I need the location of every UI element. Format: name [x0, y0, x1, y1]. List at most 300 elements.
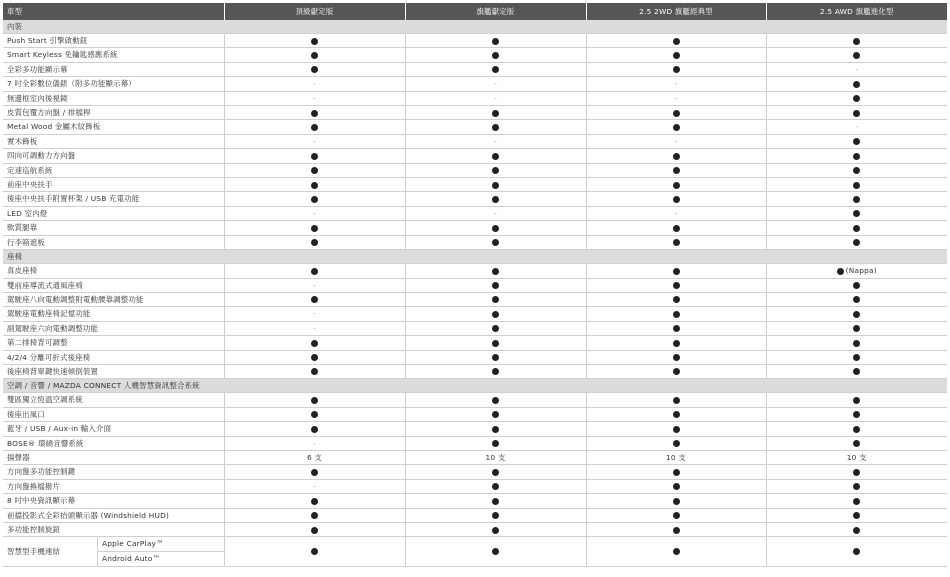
not-available-dash: - — [313, 136, 316, 146]
trim-cell — [586, 91, 766, 105]
header-trim-2: 旗艦獻定版 — [405, 3, 586, 20]
feature-label: 7 吋全彩數位儀錶（附多功能顯示幕） — [3, 77, 224, 91]
trim-cell — [224, 106, 405, 120]
feature-dot-icon — [853, 81, 860, 88]
feature-dot-icon — [492, 38, 499, 45]
feature-dot-icon — [853, 95, 860, 102]
trim-cell — [405, 436, 586, 450]
trim-cell — [766, 321, 947, 335]
feature-dot-icon — [492, 124, 499, 131]
feature-dot-icon — [673, 124, 680, 131]
trim-cell — [766, 278, 947, 292]
feature-dot-icon — [853, 196, 860, 203]
section-header-row — [3, 20, 947, 34]
feature-label: 方向盤多功能控制鍵 — [3, 465, 224, 479]
trim-cell — [766, 465, 947, 479]
trim-cell — [405, 149, 586, 163]
trim-cell — [766, 407, 947, 421]
trim-cell — [586, 235, 766, 249]
trim-cell — [224, 393, 405, 407]
feature-dot-icon — [492, 268, 499, 275]
table-row — [3, 494, 947, 508]
feature-label: 後座出風口 — [3, 407, 224, 421]
table-body — [3, 20, 947, 567]
table-row — [3, 120, 947, 134]
table-row — [3, 292, 947, 306]
feature-label: 雙前座導流式通風座椅 — [3, 278, 224, 292]
feature-dot-icon — [853, 426, 860, 433]
feature-label: Smart Keyless 免鑰匙感應系統 — [3, 48, 224, 62]
trim-cell — [224, 178, 405, 192]
not-available-dash: - — [674, 93, 678, 103]
trim-cell — [224, 350, 405, 364]
feature-dot-icon — [673, 440, 680, 447]
feature-label: 真皮座椅 — [3, 264, 224, 278]
feature-dot-icon — [853, 548, 860, 555]
table-row — [3, 479, 947, 493]
feature-dot-icon — [311, 167, 318, 174]
not-available-dash: - — [313, 280, 316, 290]
trim-cell — [405, 508, 586, 522]
trim-cell — [586, 221, 766, 235]
feature-label: 8 吋中央資訊顯示幕 — [3, 494, 224, 508]
feature-dot-icon — [673, 469, 680, 476]
trim-cell — [586, 307, 766, 321]
trim-cell — [405, 479, 586, 493]
trim-cell — [224, 450, 405, 464]
trim-cell — [766, 494, 947, 508]
trim-cell — [405, 278, 586, 292]
trim-cell — [224, 537, 405, 567]
feature-dot-icon — [853, 167, 860, 174]
feature-dot-icon — [673, 512, 680, 519]
feature-dot-icon — [311, 368, 318, 375]
feature-dot-icon — [853, 411, 860, 418]
trim-cell — [405, 134, 586, 148]
trim-cell — [766, 350, 947, 364]
feature-dot-icon — [311, 469, 318, 476]
feature-dot-icon — [853, 340, 860, 347]
section-header-row — [3, 379, 947, 393]
feature-dot-icon — [853, 153, 860, 160]
trim-cell — [224, 465, 405, 479]
trim-cell — [766, 106, 947, 120]
trim-cell — [766, 134, 947, 148]
header-model: 車型 — [3, 3, 224, 20]
table-row — [3, 407, 947, 421]
trim-cell — [766, 307, 947, 321]
trim-cell — [766, 235, 947, 249]
feature-dot-icon — [673, 498, 680, 505]
trim-cell — [586, 292, 766, 306]
feature-dot-icon — [853, 239, 860, 246]
feature-label: 駕駛座電動座椅記憶功能 — [3, 307, 224, 321]
feature-label: 雙區獨立恆溫空調系統 — [3, 393, 224, 407]
table-row — [3, 508, 947, 522]
table-row — [3, 350, 947, 364]
trim-cell — [224, 436, 405, 450]
feature-label: 方向盤換檔撥片 — [3, 479, 224, 493]
feature-dot-icon — [311, 426, 318, 433]
feature-dot-icon — [853, 325, 860, 332]
trim-cell — [766, 77, 947, 91]
table-row — [3, 436, 947, 450]
feature-dot-icon — [492, 182, 499, 189]
trim-cell — [224, 422, 405, 436]
not-available-dash: - — [313, 93, 316, 103]
feature-dot-icon — [853, 512, 860, 519]
trim-cell — [766, 34, 947, 48]
feature-label: 實木飾板 — [3, 134, 224, 148]
feature-dot-icon — [492, 354, 499, 361]
feature-dot-icon — [673, 325, 680, 332]
trim-cell — [766, 178, 947, 192]
feature-label: 無邊框室內後視鏡 — [3, 91, 224, 105]
feature-dot-icon — [492, 52, 499, 59]
trim-cell — [224, 307, 405, 321]
trim-cell — [224, 91, 405, 105]
trim-cell — [586, 508, 766, 522]
not-available-dash: - — [674, 79, 678, 89]
feature-dot-icon — [492, 368, 499, 375]
feature-label: 多功能控制旋鈕 — [3, 523, 224, 537]
trim-cell — [224, 508, 405, 522]
header-trim-4: 2.5 AWD 旗艦進化型 — [766, 3, 947, 20]
trim-cell — [586, 134, 766, 148]
trim-cell — [586, 494, 766, 508]
feature-dot-icon — [492, 167, 499, 174]
trim-cell — [224, 292, 405, 306]
trim-cell — [766, 163, 947, 177]
table-row — [3, 91, 947, 105]
phone-link-label: 智慧型手機連結 — [3, 537, 98, 566]
cell-value: 10 支 — [485, 452, 506, 462]
feature-dot-icon — [673, 153, 680, 160]
trim-cell — [405, 163, 586, 177]
feature-dot-icon — [837, 268, 844, 275]
feature-dot-icon — [311, 225, 318, 232]
trim-cell — [766, 221, 947, 235]
not-available-dash: - — [313, 438, 316, 448]
feature-dot-icon — [853, 182, 860, 189]
feature-dot-icon — [311, 182, 318, 189]
table-row — [3, 77, 947, 91]
not-available-dash: - — [494, 93, 497, 103]
feature-dot-icon — [853, 282, 860, 289]
header-trim-3: 2.5 2WD 旗艦經典型 — [586, 3, 766, 20]
trim-cell — [586, 321, 766, 335]
apple-carplay-label: Apple CarPlay™ — [98, 537, 224, 552]
trim-cell — [586, 465, 766, 479]
feature-label: 第二排椅背可調整 — [3, 336, 224, 350]
trim-cell — [405, 62, 586, 76]
feature-label: Metal Wood 金屬木紋飾板 — [3, 120, 224, 134]
feature-dot-icon — [311, 340, 318, 347]
feature-label: 全彩多功能顯示幕 — [3, 62, 224, 76]
android-auto-label: Android Auto™ — [102, 554, 161, 564]
section-title: 空調 / 音響 / MAZDA CONNECT 人機智慧資訊整合系統 — [3, 379, 947, 393]
spec-table — [3, 3, 947, 567]
feature-dot-icon — [673, 311, 680, 318]
feature-dot-icon — [673, 548, 680, 555]
feature-dot-icon — [853, 210, 860, 217]
trim-cell — [224, 48, 405, 62]
feature-dot-icon — [311, 124, 318, 131]
table-row — [3, 134, 947, 148]
trim-cell — [586, 34, 766, 48]
feature-dot-icon — [492, 397, 499, 404]
trim-cell — [586, 422, 766, 436]
trim-cell — [405, 206, 586, 220]
feature-dot-icon — [673, 397, 680, 404]
trim-cell — [586, 77, 766, 91]
feature-label: 軟質腿靠 — [3, 221, 224, 235]
feature-dot-icon — [673, 411, 680, 418]
trim-cell — [405, 321, 586, 335]
trim-cell — [224, 206, 405, 220]
feature-label: 前擋投影式全彩抬頭顯示器 (Windshield HUD) — [3, 508, 224, 522]
feature-dot-icon — [311, 239, 318, 246]
feature-label: BOSE® 環繞音響系統 — [3, 436, 224, 450]
feature-label: Push Start 引擎啟動鈕 — [3, 34, 224, 48]
feature-dot-icon — [492, 196, 499, 203]
trim-cell — [586, 450, 766, 464]
trim-cell — [224, 163, 405, 177]
not-available-dash: - — [313, 79, 316, 89]
trim-cell — [405, 450, 586, 464]
feature-dot-icon — [311, 196, 318, 203]
feature-dot-icon — [673, 282, 680, 289]
trim-cell — [766, 393, 947, 407]
table-row — [3, 393, 947, 407]
table-header-row — [3, 3, 947, 20]
trim-cell — [405, 264, 586, 278]
spec-table-wrapper — [3, 3, 947, 567]
feature-dot-icon — [853, 397, 860, 404]
trim-cell — [586, 62, 766, 76]
table-row — [3, 106, 947, 120]
feature-dot-icon — [492, 311, 499, 318]
trim-cell — [405, 465, 586, 479]
table-row — [3, 321, 947, 335]
trim-cell — [586, 336, 766, 350]
trim-cell — [766, 508, 947, 522]
trim-cell — [586, 479, 766, 493]
trim-cell — [586, 407, 766, 421]
header-trim-1: 頂級獻定版 — [224, 3, 405, 20]
table-row — [3, 264, 947, 278]
trim-cell — [405, 407, 586, 421]
cell-value: 10 支 — [666, 452, 686, 462]
trim-cell — [405, 537, 586, 567]
feature-dot-icon — [311, 296, 318, 303]
feature-dot-icon — [673, 52, 680, 59]
table-row — [3, 221, 947, 235]
feature-dot-icon — [673, 268, 680, 275]
feature-label: 副駕駛座六向電動調整功能 — [3, 321, 224, 335]
feature-dot-icon — [492, 512, 499, 519]
trim-cell — [586, 178, 766, 192]
trim-cell — [405, 364, 586, 378]
trim-cell — [405, 106, 586, 120]
feature-dot-icon — [853, 52, 860, 59]
feature-dot-icon — [853, 469, 860, 476]
trim-cell — [405, 178, 586, 192]
trim-cell — [766, 62, 947, 76]
feature-dot-icon — [311, 268, 318, 275]
trim-cell — [405, 34, 586, 48]
feature-dot-icon — [853, 296, 860, 303]
feature-dot-icon — [311, 110, 318, 117]
trim-cell — [405, 48, 586, 62]
feature-dot-icon — [853, 527, 860, 534]
table-row — [3, 364, 947, 378]
feature-dot-icon — [673, 38, 680, 45]
trim-cell — [586, 364, 766, 378]
feature-dot-icon — [492, 110, 499, 117]
trim-cell — [766, 206, 947, 220]
not-available-dash: - — [855, 122, 859, 132]
table-row — [3, 178, 947, 192]
trim-cell — [405, 192, 586, 206]
table-row — [3, 206, 947, 220]
trim-cell — [766, 364, 947, 378]
feature-label: 後座椅背單鍵快速傾倒裝置 — [3, 364, 224, 378]
feature-dot-icon — [853, 110, 860, 117]
table-row — [3, 235, 947, 249]
feature-dot-icon — [853, 138, 860, 145]
cell-value: 10 支 — [846, 452, 867, 462]
feature-label: 皮質包覆方向盤 / 排檔桿 — [3, 106, 224, 120]
feature-label: 行李箱遮板 — [3, 235, 224, 249]
trim-cell — [586, 120, 766, 134]
trim-cell — [766, 436, 947, 450]
trim-cell — [766, 192, 947, 206]
table-row — [3, 163, 947, 177]
trim-cell — [224, 364, 405, 378]
trim-cell — [405, 523, 586, 537]
trim-cell — [224, 235, 405, 249]
trim-cell — [766, 523, 947, 537]
table-row — [3, 34, 947, 48]
trim-cell — [224, 221, 405, 235]
cell-value: 6 支 — [306, 452, 323, 462]
feature-dot-icon — [492, 440, 499, 447]
trim-cell — [405, 393, 586, 407]
trim-cell — [586, 106, 766, 120]
trim-cell — [766, 537, 947, 567]
feature-label: 4/2/4 分離可折式後座椅 — [3, 350, 224, 364]
feature-dot-icon — [311, 66, 318, 73]
trim-cell — [405, 77, 586, 91]
feature-dot-icon — [311, 498, 318, 505]
feature-dot-icon — [853, 483, 860, 490]
trim-cell — [766, 336, 947, 350]
trim-cell — [224, 192, 405, 206]
table-row — [3, 48, 947, 62]
trim-cell — [224, 34, 405, 48]
feature-label — [3, 537, 224, 567]
feature-dot-icon — [673, 354, 680, 361]
table-row — [3, 422, 947, 436]
trim-cell — [586, 537, 766, 567]
feature-dot-icon — [853, 311, 860, 318]
trim-cell — [766, 264, 947, 278]
feature-dot-icon — [853, 498, 860, 505]
feature-dot-icon — [492, 296, 499, 303]
trim-cell — [224, 479, 405, 493]
trim-cell — [586, 206, 766, 220]
trim-cell — [224, 494, 405, 508]
trim-cell — [405, 350, 586, 364]
feature-dot-icon — [492, 153, 499, 160]
trim-cell — [586, 523, 766, 537]
trim-cell — [405, 307, 586, 321]
not-available-dash: - — [494, 208, 497, 218]
table-row — [3, 450, 947, 464]
not-available-dash: - — [494, 79, 497, 89]
trim-cell — [766, 479, 947, 493]
feature-dot-icon — [492, 426, 499, 433]
trim-cell — [224, 523, 405, 537]
feature-dot-icon — [492, 282, 499, 289]
feature-label: 定速巡航系統 — [3, 163, 224, 177]
feature-label: 藍牙 / USB / Aux-in 輸入介面 — [3, 422, 224, 436]
feature-dot-icon — [673, 483, 680, 490]
trim-cell — [405, 292, 586, 306]
trim-cell — [586, 48, 766, 62]
trim-cell — [224, 149, 405, 163]
feature-label: 駕駛座八向電動調整附電動腰靠調整功能 — [3, 292, 224, 306]
feature-dot-icon — [492, 66, 499, 73]
feature-dot-icon — [673, 110, 680, 117]
feature-dot-icon — [673, 239, 680, 246]
feature-dot-icon — [492, 548, 499, 555]
feature-dot-icon — [492, 469, 499, 476]
trim-cell — [586, 393, 766, 407]
feature-dot-icon — [492, 325, 499, 332]
feature-label: 四向可調動力方向盤 — [3, 149, 224, 163]
feature-dot-icon — [492, 483, 499, 490]
table-row — [3, 336, 947, 350]
not-available-dash: - — [313, 208, 316, 218]
trim-cell — [224, 62, 405, 76]
feature-dot-icon — [492, 498, 499, 505]
trim-cell — [586, 350, 766, 364]
not-available-dash: - — [494, 136, 497, 146]
feature-dot-icon — [492, 239, 499, 246]
trim-cell — [405, 336, 586, 350]
feature-dot-icon — [673, 196, 680, 203]
feature-dot-icon — [492, 527, 499, 534]
feature-dot-icon — [311, 397, 318, 404]
not-available-dash: - — [674, 136, 678, 146]
not-available-dash: - — [313, 323, 316, 333]
feature-dot-icon — [311, 548, 318, 555]
trim-cell — [586, 192, 766, 206]
trim-cell — [224, 321, 405, 335]
trim-cell — [766, 48, 947, 62]
feature-label: 前座中央扶手 — [3, 178, 224, 192]
trim-cell — [766, 91, 947, 105]
trim-cell — [224, 264, 405, 278]
not-available-dash: - — [313, 481, 316, 491]
feature-dot-icon — [311, 411, 318, 418]
feature-dot-icon — [853, 38, 860, 45]
trim-cell — [586, 163, 766, 177]
section-header-row — [3, 250, 947, 264]
trim-cell — [766, 422, 947, 436]
